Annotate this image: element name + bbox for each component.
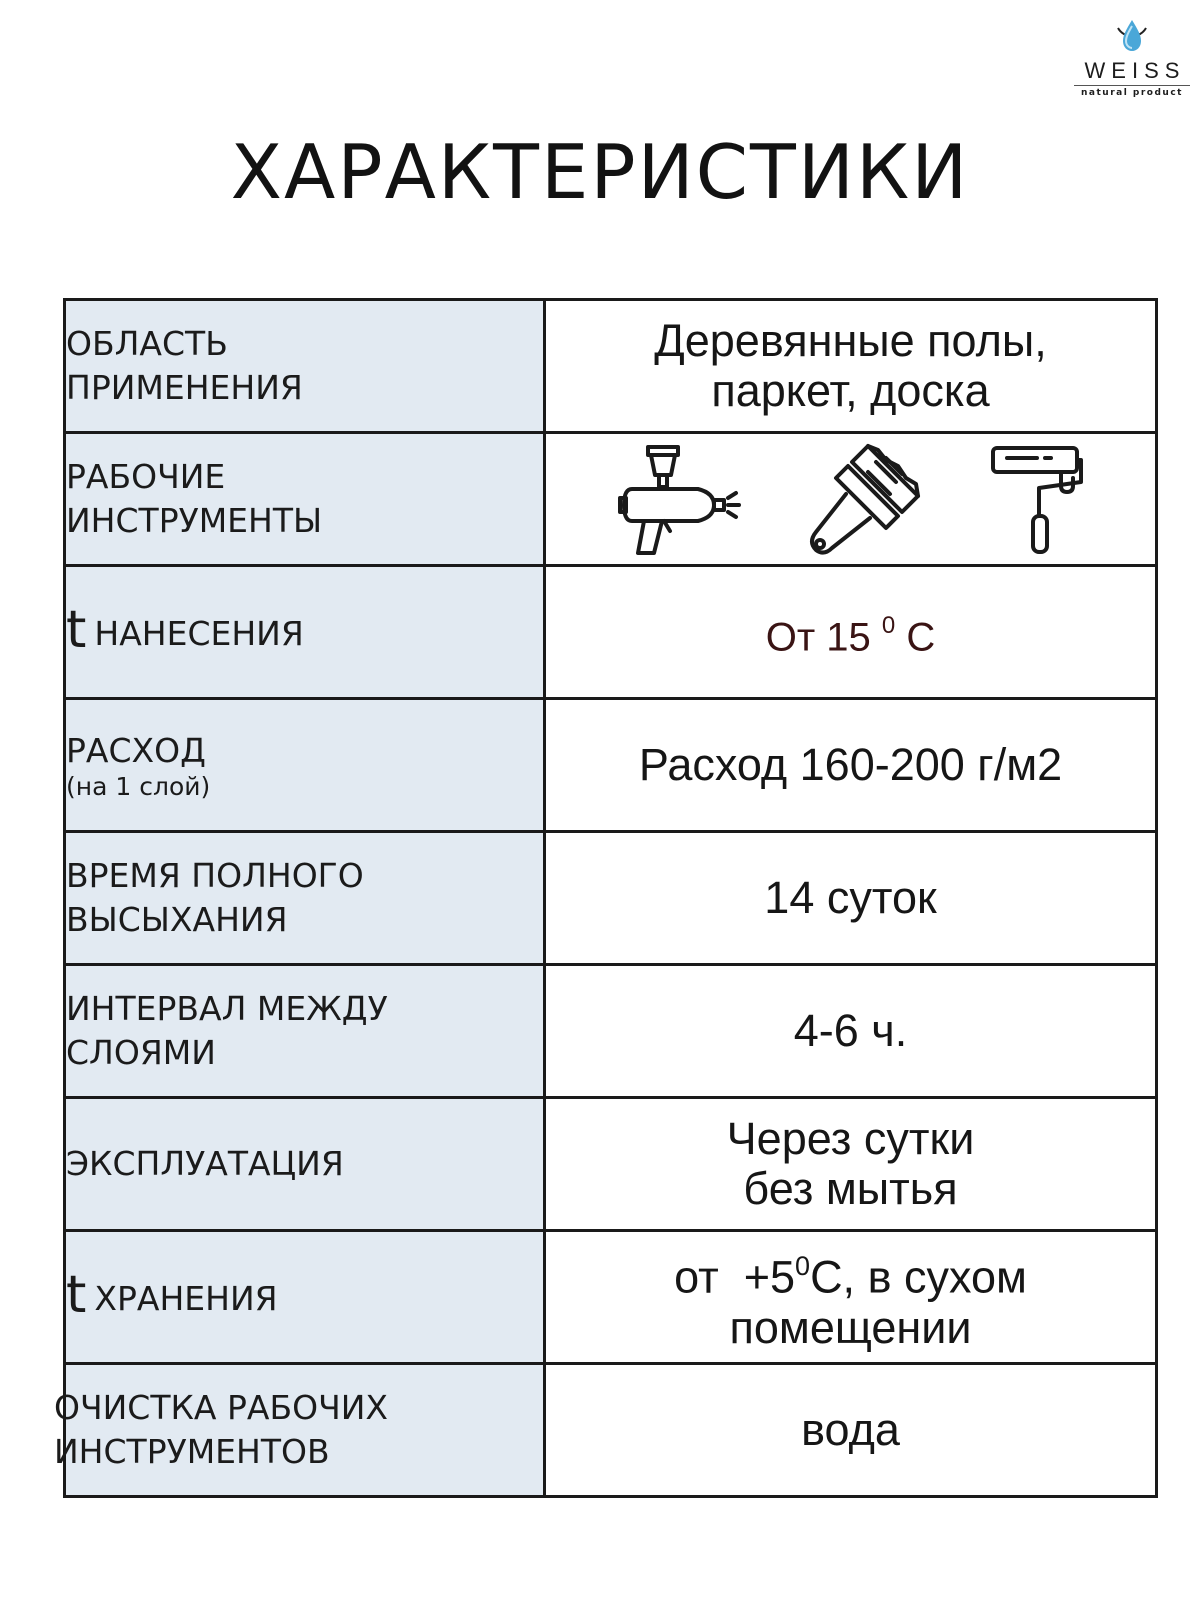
value-cell: [545, 1231, 1157, 1364]
spray-gun-icon: [618, 443, 743, 555]
brand-tagline: natural product: [1081, 88, 1183, 98]
logo-divider: [1074, 85, 1190, 86]
value-cell: [545, 1098, 1157, 1231]
row-label-text: НАНЕСЕНИЯ: [94, 614, 304, 653]
row-label-text: РАСХОД: [66, 731, 206, 770]
row-label: ОЧИСТКА РАБОЧИХ ИНСТРУМЕНТОВ: [54, 1388, 388, 1471]
table-row: [65, 300, 1157, 433]
table-row: [65, 699, 1157, 832]
table-row: [65, 832, 1157, 965]
label-cell: [65, 1098, 545, 1231]
degree-superscript: 0: [881, 612, 896, 640]
label-cell: [65, 433, 545, 566]
label-cell: [65, 699, 545, 832]
row-label: [66, 729, 543, 801]
table-row: [65, 1364, 1157, 1497]
value-cell: [545, 566, 1157, 699]
table-row: [65, 965, 1157, 1098]
value-main: от +5: [674, 1251, 796, 1303]
row-value: Расход 160-200 г/м2: [638, 739, 1063, 790]
row-value: [546, 1241, 1155, 1353]
value-unit: С: [906, 615, 936, 660]
label-cell: [65, 832, 545, 965]
row-value: Деревянные полы, паркет, доска: [654, 315, 1047, 416]
row-value: [546, 601, 1155, 663]
row-label: ОБЛАСТЬ ПРИМЕНЕНИЯ: [66, 324, 303, 407]
row-label: ВРЕМЯ ПОЛНОГО ВЫСЫХАНИЯ: [66, 856, 364, 939]
table-row: [65, 1098, 1157, 1231]
table-row: [65, 1231, 1157, 1364]
value-cell: [545, 699, 1157, 832]
paint-roller-icon: [989, 442, 1084, 557]
tools-icons: [546, 442, 1155, 557]
label-cell: [65, 566, 545, 699]
degree-superscript: 0: [795, 1251, 811, 1282]
row-label: ИНТЕРВАЛ МЕЖДУ СЛОЯМИ: [66, 989, 388, 1072]
page-title: ХАРАКТЕРИСТИКИ: [230, 128, 970, 216]
value-cell: [545, 1364, 1157, 1497]
paint-brush-icon: [806, 442, 926, 557]
value-main: От 15: [765, 615, 871, 660]
row-label: [66, 1265, 543, 1325]
row-label: РАБОЧИЕ ИНСТРУМЕНТЫ: [66, 457, 323, 540]
row-value: вода: [801, 1404, 900, 1455]
table-row: [65, 566, 1157, 699]
value-cell: [545, 433, 1157, 566]
row-value: Через сутки без мытья: [726, 1113, 975, 1214]
label-cell: [65, 965, 545, 1098]
table-row: [65, 433, 1157, 566]
value-cell: [545, 300, 1157, 433]
value-cell: [545, 965, 1157, 1098]
row-label: ЭКСПЛУАТАЦИЯ: [66, 1144, 344, 1183]
row-label-note: (на 1 слой): [66, 772, 211, 801]
value-rest: С, в сухом помещении: [729, 1251, 1027, 1353]
label-cell: [54, 1364, 545, 1497]
temperature-symbol: t: [66, 600, 87, 660]
row-label-text: ХРАНЕНИЯ: [94, 1279, 278, 1318]
brand-name: WEISS: [1084, 58, 1186, 83]
row-label: [66, 600, 543, 660]
brand-logo: [1070, 18, 1194, 108]
temperature-symbol: t: [66, 1265, 87, 1325]
row-value: 14 суток: [764, 872, 937, 923]
label-cell: [65, 1231, 545, 1364]
row-value: 4-6 ч.: [793, 1005, 908, 1056]
water-drop-icon: [1109, 18, 1155, 58]
value-cell: [545, 832, 1157, 965]
specs-table: [54, 298, 1158, 1498]
label-cell: [65, 300, 545, 433]
